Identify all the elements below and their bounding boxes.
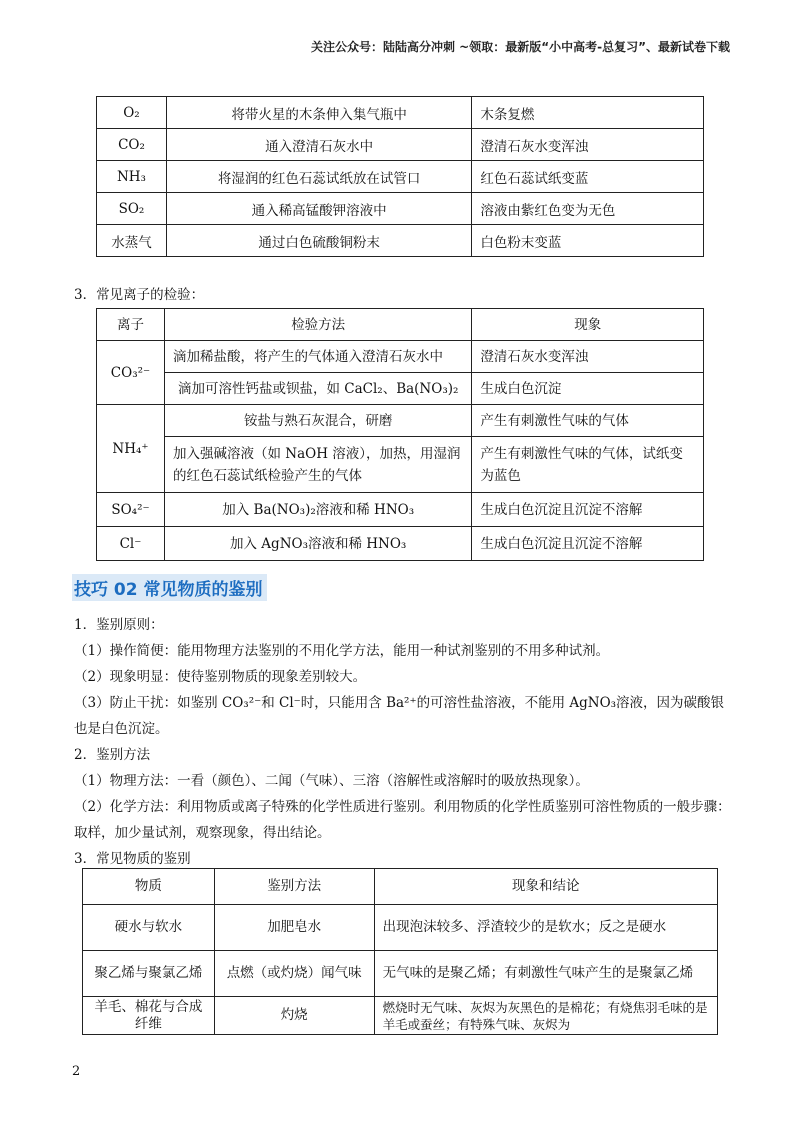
paragraph: （2）化学方法：利用物质或离子特殊的化学性质进行鉴别。利用物质的化学性质鉴别可溶性物质的一般步骤：取样，加少量试剂，观察现象，得出结论。 <box>74 799 731 841</box>
method-cell: 加入强碱溶液（如 NaOH 溶液），加热，用湿润的红色石蕊试纸检验产生的气体 <box>164 437 471 493</box>
method-cell: 加入 AgNO₃溶液和稀 HNO₃ <box>164 527 471 561</box>
ion-cell: SO₄²⁻ <box>97 493 165 527</box>
result-cell: 木条复燃 <box>472 97 704 129</box>
table-row <box>83 997 718 1035</box>
table-row <box>97 129 704 161</box>
method-cell: 加肥皂水 <box>214 905 374 951</box>
page-number: 2 <box>72 1064 81 1079</box>
result-cell: 产生有刺激性气味的气体 <box>472 405 704 437</box>
gas-cell: O₂ <box>97 97 167 129</box>
result-cell: 出现泡沫较多、浮渣较少的是软水；反之是硬水 <box>374 905 717 951</box>
result-cell: 溶液由紫红色变为无色 <box>472 193 704 225</box>
column-header: 现象 <box>472 309 704 341</box>
page-header: 关注公众号：陆陆高分冲刺 ~领取：最新版“小中高考-总复习”、最新试卷下载 <box>311 40 730 54</box>
gas-cell: SO₂ <box>97 193 167 225</box>
table-row <box>97 193 704 225</box>
table-row <box>97 341 704 373</box>
result-cell: 燃烧时无气味、灰烬为灰黑色的是棉花；有烧焦羽毛味的是羊毛或蚕丝；有特殊气味、灰烬为 <box>374 997 717 1035</box>
method-cell: 加入 Ba(NO₃)₂溶液和稀 HNO₃ <box>164 493 471 527</box>
column-header: 鉴别方法 <box>214 869 374 905</box>
result-cell: 澄清石灰水变浑浊 <box>472 341 704 373</box>
method-cell: 将湿润的红色石蕊试纸放在试管口 <box>166 161 471 193</box>
result-cell: 红色石蕊试纸变蓝 <box>472 161 704 193</box>
table-row <box>97 437 704 493</box>
table-row <box>97 161 704 193</box>
column-header: 离子 <box>97 309 165 341</box>
paragraph: 3．常见物质的鉴别 <box>74 851 191 867</box>
substance-cell: 硬水与软水 <box>83 905 215 951</box>
result-cell: 澄清石灰水变浑浊 <box>472 129 704 161</box>
ion-cell: NH₄⁺ <box>97 405 165 493</box>
table-header-row <box>97 309 704 341</box>
method-cell: 滴加可溶性钙盐或钡盐，如 CaCl₂、Ba(NO₃)₂ <box>164 373 471 405</box>
result-cell: 生成白色沉淀且沉淀不溶解 <box>472 527 704 561</box>
method-cell: 通入澄清石灰水中 <box>166 129 471 161</box>
paragraph: （3）防止干扰：如鉴别 CO₃²⁻和 Cl⁻时，只能用含 Ba²⁺的可溶性盐溶液，不能用 AgNO₃溶液，因为碳酸银也是白色沉淀。 <box>74 695 725 737</box>
method-cell: 将带火星的木条伸入集气瓶中 <box>166 97 471 129</box>
ion-cell: Cl⁻ <box>97 527 165 561</box>
column-header: 现象和结论 <box>374 869 717 905</box>
ion-section-title: 3．常见离子的检验： <box>74 287 205 303</box>
table-row <box>97 493 704 527</box>
result-cell: 白色粉末变蓝 <box>472 225 704 257</box>
substance-table <box>82 868 718 1035</box>
method-cell: 铵盐与熟石灰混合，研磨 <box>164 405 471 437</box>
paragraph: 2．鉴别方法 <box>74 747 151 763</box>
result-cell: 产生有刺激性气味的气体，试纸变为蓝色 <box>472 437 704 493</box>
paragraph: （1）操作简便：能用物理方法鉴别的不用化学方法，能用一种试剂鉴别的不用多种试剂。 <box>74 643 610 659</box>
result-cell: 无气味的是聚乙烯；有刺激性气味产生的是聚氯乙烯 <box>374 951 717 997</box>
substance-cell: 羊毛、棉花与合成纤维 <box>83 997 215 1035</box>
skill-heading: 技巧 02 常见物质的鉴别 <box>72 574 267 601</box>
paragraph: 1．鉴别原则： <box>74 617 164 633</box>
method-cell: 滴加稀盐酸，将产生的气体通入澄清石灰水中 <box>164 341 471 373</box>
result-cell: 生成白色沉淀且沉淀不溶解 <box>472 493 704 527</box>
result-cell: 生成白色沉淀 <box>472 373 704 405</box>
column-header: 物质 <box>83 869 215 905</box>
ion-test-table <box>96 308 704 561</box>
paragraph: （2）现象明显：使待鉴别物质的现象差别较大。 <box>74 669 367 685</box>
gas-test-table <box>96 96 704 257</box>
column-header: 检验方法 <box>164 309 471 341</box>
gas-cell: 水蒸气 <box>97 225 167 257</box>
table-row <box>97 225 704 257</box>
gas-cell: NH₃ <box>97 161 167 193</box>
table-row <box>83 951 718 997</box>
method-cell: 灼烧 <box>214 997 374 1035</box>
table-header-row <box>83 869 718 905</box>
table-row <box>83 905 718 951</box>
paragraph: （1）物理方法：一看（颜色）、二闻（气味）、三溶（溶解性或溶解时的吸放热现象）。 <box>74 773 589 789</box>
gas-cell: CO₂ <box>97 129 167 161</box>
table-row <box>97 97 704 129</box>
method-cell: 点燃（或灼烧）闻气味 <box>214 951 374 997</box>
substance-cell: 聚乙烯与聚氯乙烯 <box>83 951 215 997</box>
method-cell: 通入稀高锰酸钾溶液中 <box>166 193 471 225</box>
table-row <box>97 373 704 405</box>
method-cell: 通过白色硫酸铜粉末 <box>166 225 471 257</box>
table-row <box>97 527 704 561</box>
table-row <box>97 405 704 437</box>
ion-cell: CO₃²⁻ <box>97 341 165 405</box>
